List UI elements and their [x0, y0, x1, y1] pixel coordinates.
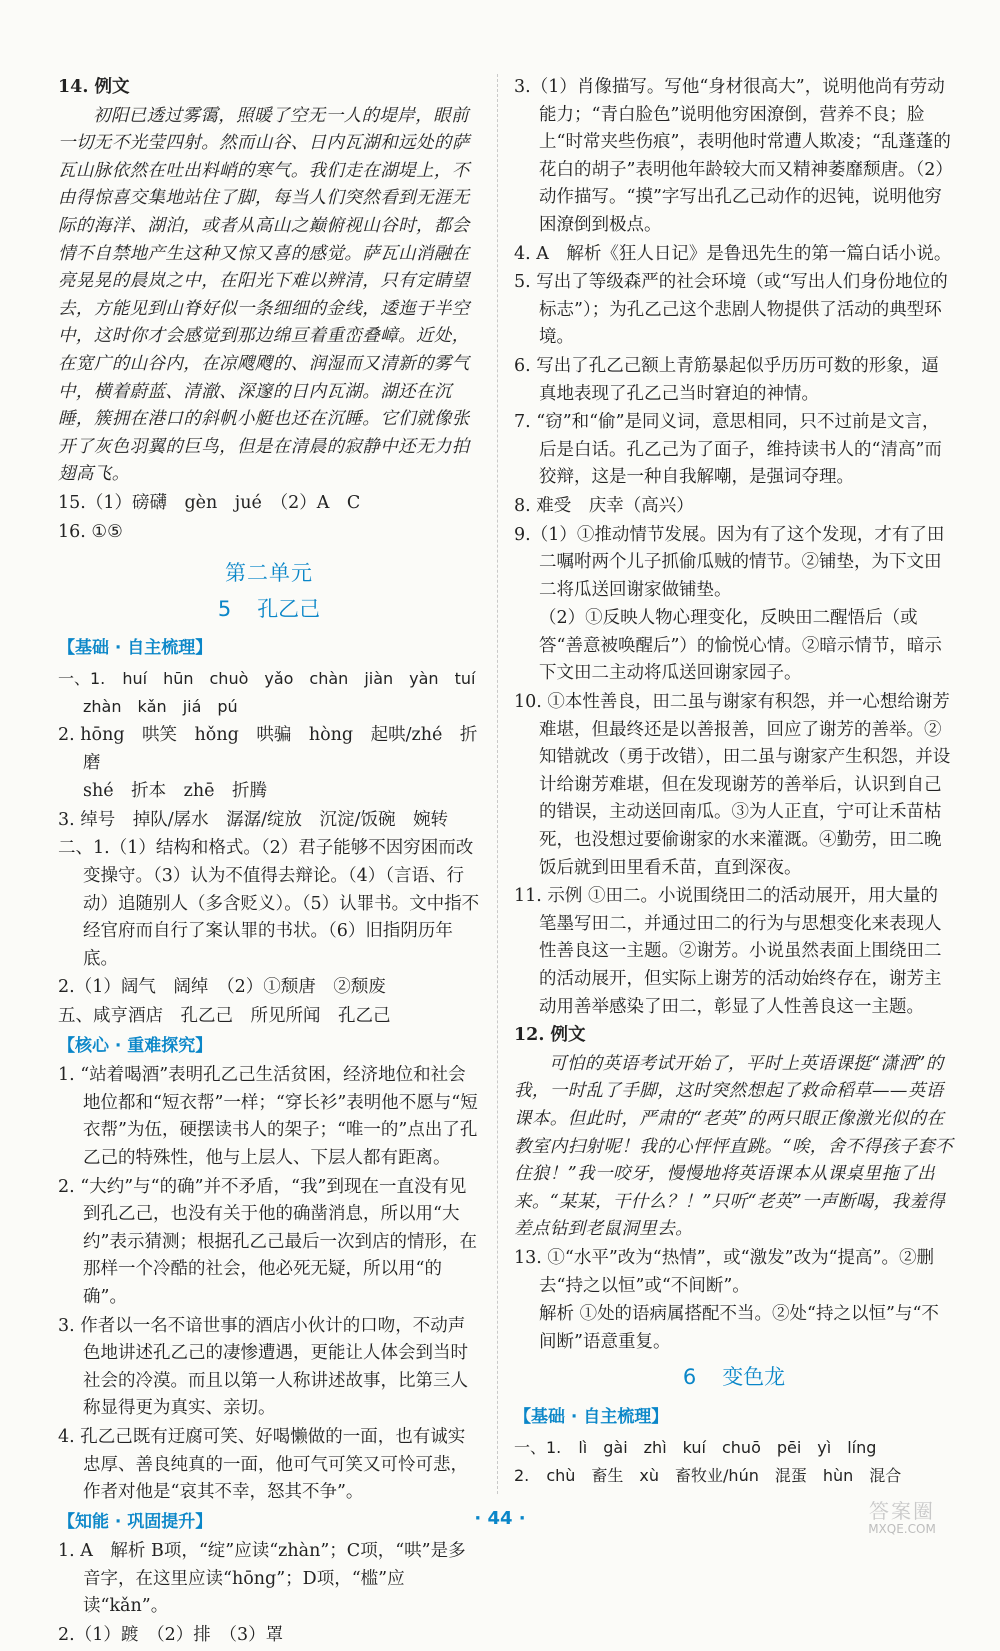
core-answer-1: 1. “站着喝酒”表明孔乙己生活贫困，经济地位和社会地位都和“短衣帮”一样；“穿长衫”表明他不愿与“短衣帮”为伍，硬摆读书人的架子；“唯一的”点出了孔乙己的特殊性，他与上层人、下层人都有距离。	[58, 1065, 478, 1168]
answer-5: 5. 写出了等级森严的社会环境（或“写出人们身份地位的标志”）；为孔乙己这个悲剧人物提供了活动的典型环境。	[514, 272, 948, 348]
q16: 16. ①⑤	[58, 521, 123, 542]
definitions: 二、1.（1）结构和格式。（2）君子能够不因穷困而改变操守。（3）认为不值得去辩论。（4）（言语、行动）追随别人（多含贬义）。（5）认罪书。文中指不经官府而自行了案认罪的书状。（6）旧指阴历年底。	[58, 838, 480, 969]
answer-3: 3.（1）肖像描写。写他“身材很高大”，说明他尚有劳动能力；“青白脸色”说明他穷困潦倒，营养不良；脸上“时常夹些伤痕”，表明他时常遭人欺凌；“乱蓬蓬的花白的胡子”表明他年龄较大而又精神萎靡颓唐。（2）动作描写。“摸”字写出孔乙己动作的迟钝，说明他穷困潦倒到极点。	[514, 77, 953, 235]
answer-6: 6. 写出了孔乙己额上青筋暴起似乎历历可数的形象，逼真地表现了孔乙己当时窘迫的神情。	[514, 355, 939, 404]
section-basics: 【基础 · 自主梳理】	[58, 638, 213, 659]
polyphone-line-1: 2. hōng 哄笑 hǒng 哄骗 hòng 起哄/zhé 折磨	[58, 725, 478, 773]
answer-13-note: 解析 ①处的语病属搭配不当。②处“持之以恒”与“不间断”语意重复。	[539, 1304, 939, 1352]
q12-label: 12. 例文	[514, 1025, 586, 1046]
answer-10: 10. ①本性善良，田二虽与谢家有积怨，并一心想给谢芳难堪，但最终还是以善报善，回应了谢芳的善举。②知错就改（勇于改错），田二虽与谢家产生积怨，并设计给谢芳难堪，但在发现谢芳的善举后，认识到自己的错误，主动送回南瓜。③为人正直，宁可让禾苗枯死，也没想过要偷谢家的水来灌溉。④勤劳，田二晚饭后就到田里看禾苗，直到深夜。	[514, 692, 951, 878]
section-core: 【核心 · 重难探究】	[58, 1035, 213, 1056]
answer-7: 7. “窃”和“偷”是同义词，意思相同，只不过前是文言，后是白话。孔乙己为了面子，维持读书人的“清高”而狡辩，这是一种自我解嘲，是强词夺理。	[514, 412, 942, 488]
synonyms: 2.（1）阔气 阔绰 （2）①颓唐 ②颓废	[58, 977, 386, 998]
practice-answer-1: 1. A 解析 B项，“绽”应读“zhàn”；C项，“哄”是多音字，在这里应读“hōng”；D项，“槛”应读“kǎn”。	[58, 1541, 466, 1617]
practice-answer-2: 2.（1）踱 （2）排 （3）罩	[58, 1625, 284, 1646]
section-basics: 【基础 · 自主梳理】	[514, 1406, 669, 1427]
summary-line: 五、咸亨酒店 孔乙己 所见所闻 孔乙己	[58, 1006, 391, 1026]
answer-9-part1: 9.（1）①推动情节发展。因为有了这个发现，才有了田二嘱咐两个儿子抓偷瓜贼的情节。②铺垫，为下文田二将瓜送回谢家做铺垫。	[514, 524, 945, 600]
section-practice: 【知能 · 巩固提升】	[58, 1511, 213, 1532]
left-column	[58, 74, 480, 1651]
pinyin-line-2: zhàn kǎn jiá pú	[83, 697, 238, 717]
words-line: 3. 绰号 掉队/孱水 潺潺/绽放 沉淀/饭碗 婉转	[58, 809, 448, 830]
answer-13: 13. ①“水平”改为“热情”，或“激发”改为“提高”。②删去“持之以恒”或“不间断”。	[514, 1247, 934, 1296]
watermark-url: MXQE.COM	[868, 1522, 936, 1536]
column-divider	[497, 74, 498, 1494]
answer-11: 11. 示例 ①田二。小说围绕田二的活动展开，用大量的笔墨写田二，并通过田二的行为与思想变化来表现人性善良这一主题。②谢芳。小说虽然表面上围绕田二的活动展开，但实际上谢芳的活动始终存在，谢芳主动用善举感染了田二，彰显了人性善良这一主题。	[514, 886, 942, 1017]
polyphone-line-2: shé 折本 zhē 折腾	[83, 781, 267, 802]
pinyin-line-2: 2. chù 畜生 xù 畜牧业/hún 混蛋 hùn 混合	[514, 1466, 902, 1486]
watermark-logo	[822, 1500, 982, 1540]
answer-9-part2: （2）①反映人物心理变化，反映田二醒悟后（或答“善意被唤醒后”）的愉悦心情。②暗示情节，暗示下文田二主动将瓜送回谢家园子。	[539, 608, 942, 684]
unit-title: 第二单元	[225, 561, 313, 586]
pinyin-line-1: 一、1. lì gài zhì kuí chuō pēi yì líng	[514, 1437, 877, 1457]
core-answer-2: 2. “大约”与“的确”并不矛盾，“我”到现在一直没有见到孔乙己，也没有关于他的确凿消息，所以用“大约”表示猜测；根据孔乙己最后一次到店的情形，在那样一个冷酷的社会，他必死无疑，所以用“的确”。	[58, 1176, 477, 1307]
lesson-title-6	[514, 1364, 954, 1392]
lesson-number: 5	[217, 596, 232, 621]
lesson-name: 孔乙己	[257, 596, 321, 621]
core-answer-4: 4. 孔乙己既有迂腐可笑、好喝懒做的一面，也有诚实忠厚、善良纯真的一面，他可气可笑又可怜可悲，作者对他是“哀其不幸，怒其不争”。	[58, 1426, 468, 1503]
essay-12: 可怕的英语考试开始了，平时上英语课挺“潇洒”的我，一时乱了手脚，这时突然想起了救命稻草——英语课本。但此时，严肃的“老英”的两只眼正像激光似的在教室内扫射呢！我的心怦怦直跳。“唉，舍不得孩子套不住狼！”我一咬牙，慢慢地将英语课本从课桌里拖了出来。“某某，干什么？！”只听“老英”一声断喝，我羞得差点钻到老鼠洞里去。	[514, 1053, 953, 1240]
right-column	[514, 74, 954, 1491]
watermark-title: 答案圈	[869, 1499, 935, 1523]
answer-4: 4. A 解析《狂人日记》是鲁迅先生的第一篇白话小说。	[514, 243, 952, 264]
answer-8: 8. 难受 庆幸（高兴）	[514, 495, 694, 516]
page-number: · 44 ·	[474, 1508, 526, 1529]
q15: 15.（1）磅礴 gèn jué （2）A C	[58, 492, 361, 513]
essay-14: 初阳已透过雾霭，照暖了空无一人的堤岸，眼前一切无不光莹四射。然而山谷、日内瓦湖和远处的萨瓦山脉依然在吐出料峭的寒气。我们走在湖堤上，不由得惊喜交集地站住了脚，每当人们突然看到无涯无际的海洋、湖泊，或者从高山之巅俯视山谷时，都会情不自禁地产生这种又惊又喜的感觉。萨瓦山消融在亮晃晃的晨岚之中，在阳光下难以辨清，只有定睛望去，方能见到山脊好似一条细细的金线，逶迤于半空中，这时你才会感觉到那边绵亘着重峦叠嶂。近处，在宽广的山谷内，在凉飕飕的、润湿而又清新的雾气中，横着蔚蓝、清澈、深邃的日内瓦湖。湖还在沉睡，簇拥在港口的斜帆小艇也还在沉睡。它们就像张开了灰色羽翼的巨鸟，但是在清晨的寂静中还无力拍翅高飞。	[58, 105, 470, 485]
q14-label: 14. 例文	[58, 77, 130, 97]
lesson-name: 变色龙	[722, 1365, 786, 1390]
lesson-number: 6	[682, 1365, 697, 1390]
lesson-title-5	[58, 596, 480, 624]
core-answer-3: 3. 作者以一名不谙世事的酒店小伙计的口吻，不动声色地讲述孔乙己的凄惨遭遇，更能让人体会到当时社会的冷漠。而且以第一人称讲述故事，比第三人称显得更为真实、亲切。	[58, 1315, 468, 1419]
pinyin-line-1: 一、1. huí hūn chuò yǎo chàn jiàn yàn tuí	[58, 668, 476, 688]
